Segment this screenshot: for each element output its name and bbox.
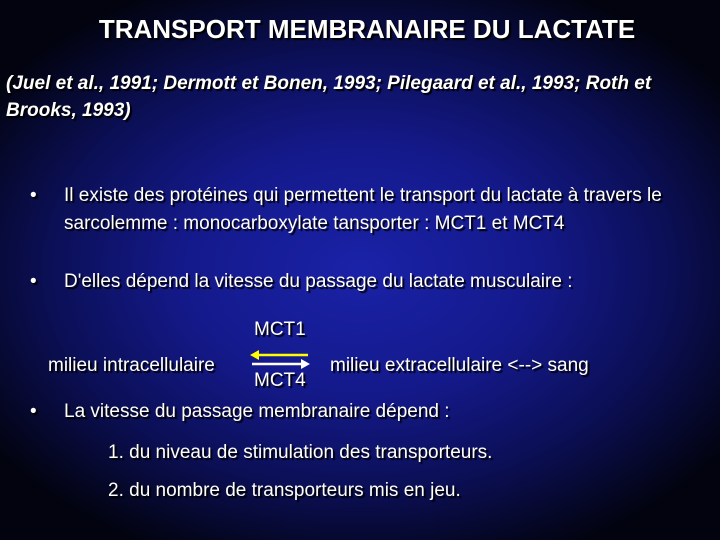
factor-item-1: 1. du niveau de stimulation des transporteurs. xyxy=(108,442,493,463)
arrow-bottom-head xyxy=(301,359,310,369)
bidirectional-arrow-icon xyxy=(248,348,314,372)
factor-item-2: 2. du nombre de transporteurs mis en jeu. xyxy=(108,480,461,501)
mct4-label: MCT4 xyxy=(254,370,306,391)
bullet-dot: • xyxy=(30,271,37,292)
arrow-top-left xyxy=(250,350,308,360)
bullet-text: La vitesse du passage membranaire dépend : xyxy=(64,401,450,422)
bullet-item-2 xyxy=(30,268,690,296)
arrow-top-head xyxy=(250,350,259,360)
references-text: (Juel et al., 1991; Dermott et Bonen, 1993; Pilegaard et al., 1993; Roth et Brooks, 1993) xyxy=(6,73,652,121)
slide-title: TRANSPORT MEMBRANAIRE DU LACTATE xyxy=(98,14,636,44)
bullet-text: D'elles dépend la vitesse du passage du lactate musculaire : xyxy=(64,271,573,292)
bullet-dot: • xyxy=(30,401,37,422)
bullet-text: Il existe des protéines qui permettent le transport du lactate à travers le sarcolemme : monocarboxylate tansporter : MCT1 et MCT4 xyxy=(64,185,662,234)
bullet-item-1 xyxy=(30,182,690,238)
mct1-label: MCT1 xyxy=(254,319,306,340)
bullet-item-3 xyxy=(30,398,690,426)
intracellular-label: milieu intracellulaire xyxy=(48,355,215,376)
bullet-dot: • xyxy=(30,185,37,206)
extracellular-label: milieu extracellulaire <--> sang xyxy=(330,355,589,376)
arrow-bottom-right xyxy=(252,359,310,369)
